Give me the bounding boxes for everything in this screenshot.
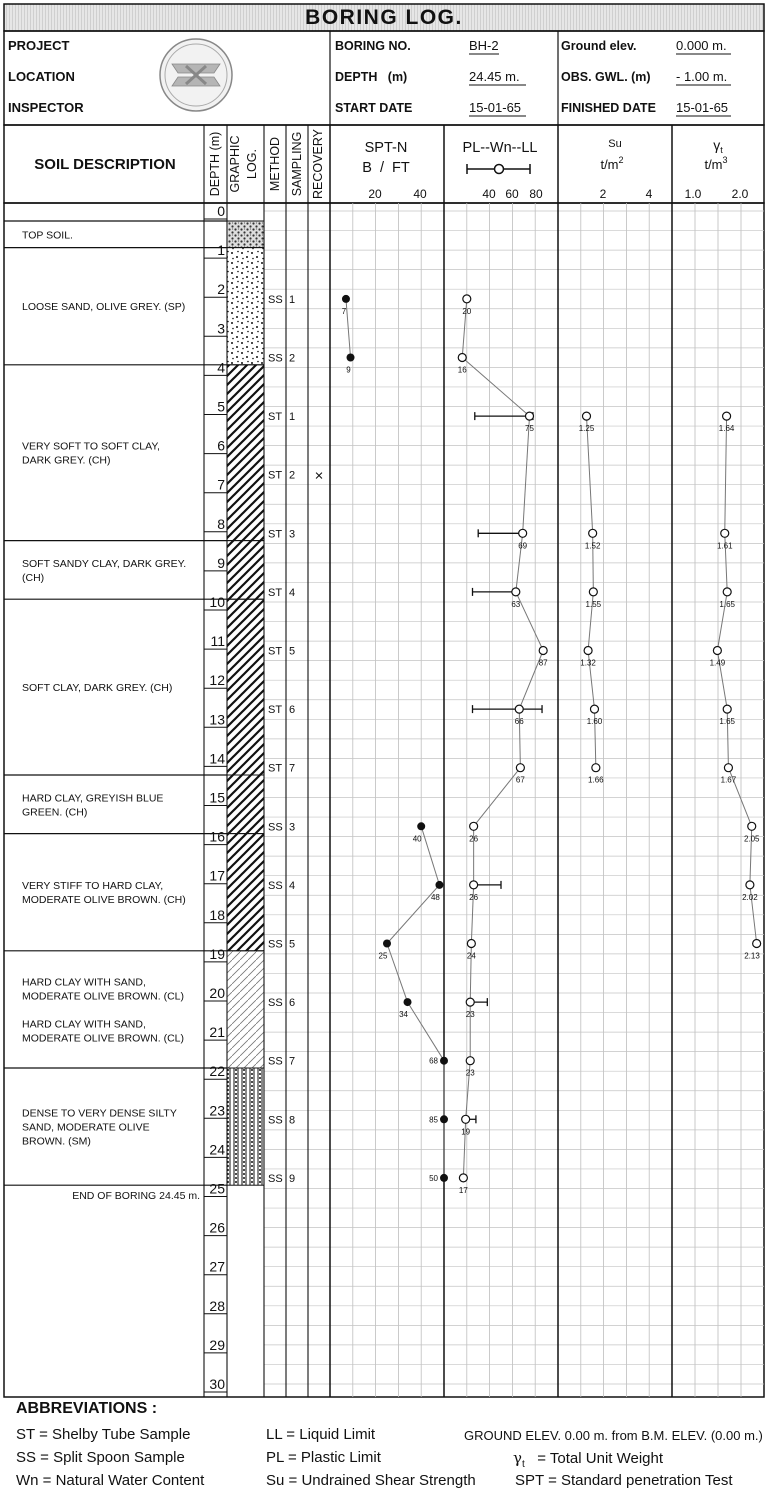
spt-point bbox=[435, 881, 443, 889]
wn-point-label: 20 bbox=[462, 306, 472, 316]
depth-tick-label: 4 bbox=[217, 359, 225, 376]
wn-point bbox=[462, 1115, 470, 1123]
abbr-pl: PL = Plastic Limit bbox=[266, 1449, 381, 1466]
layer-description: HARD CLAY WITH SAND, bbox=[22, 976, 146, 989]
gamma-point bbox=[746, 881, 754, 889]
location-label: LOCATION bbox=[8, 69, 75, 84]
pl-tick-80: 80 bbox=[529, 187, 543, 201]
sample-number: 2 bbox=[289, 352, 296, 365]
abbr-ground-elev: GROUND ELEV. 0.00 m. from B.M. ELEV. (0.00 m.) bbox=[464, 1428, 763, 1443]
su-point-label: 1.52 bbox=[584, 541, 601, 551]
layer-pattern-siltysand bbox=[227, 1068, 264, 1185]
sample-method: SS bbox=[268, 1114, 283, 1127]
wn-point bbox=[466, 1057, 474, 1065]
graphic-header-2: LOG. bbox=[245, 149, 259, 179]
sample-number: 4 bbox=[289, 586, 296, 599]
wn-point bbox=[526, 412, 534, 420]
gamma-point-label: 2.02 bbox=[742, 892, 758, 902]
sample-number: 9 bbox=[289, 1172, 296, 1185]
depth-header: DEPTH (m) bbox=[208, 131, 222, 197]
su-tick-4: 4 bbox=[645, 187, 653, 201]
wn-point-label: 67 bbox=[515, 775, 525, 785]
end-of-boring-label: END OF BORING 24.45 m. bbox=[72, 1190, 200, 1203]
sample-method: ST bbox=[268, 528, 283, 541]
sample-method: SS bbox=[268, 938, 283, 951]
depth-tick-label: 2 bbox=[217, 281, 225, 298]
layer-pattern-clay bbox=[227, 775, 264, 834]
sample-method: ST bbox=[268, 762, 283, 775]
obs-gwl-label: OBS. GWL. (m) bbox=[561, 70, 651, 84]
spt-point bbox=[347, 354, 355, 362]
spt-point-label: 85 bbox=[429, 1115, 438, 1125]
log-grid bbox=[4, 125, 764, 1397]
gamma-unit: $t/m^3$ bbox=[704, 155, 728, 172]
layer-pattern-claysand bbox=[227, 951, 264, 1068]
spt-point-label: 68 bbox=[429, 1056, 438, 1066]
su-unit: $t/m^2$ bbox=[600, 155, 624, 172]
spt-point-label: 50 bbox=[429, 1173, 438, 1183]
depth-tick-label: 24 bbox=[209, 1141, 225, 1158]
wn-series-segment bbox=[523, 416, 530, 533]
su-tick-2: 2 bbox=[599, 187, 607, 201]
sample-method: SS bbox=[268, 293, 283, 306]
su-series-segment bbox=[587, 416, 593, 533]
layer-description: SAND, MODERATE OLIVE bbox=[22, 1121, 150, 1134]
layer-description: SOFT SANDY CLAY, DARK GREY. bbox=[22, 557, 187, 570]
sample-method: SS bbox=[268, 997, 283, 1010]
layer-pattern-clay bbox=[227, 541, 264, 600]
depth-tick-label: 29 bbox=[209, 1336, 225, 1353]
su-point bbox=[589, 529, 597, 537]
wn-point-label: 24 bbox=[466, 951, 476, 961]
depth-tick-label: 13 bbox=[209, 711, 225, 728]
pl-tick-60: 60 bbox=[505, 187, 519, 201]
depth-tick-label: 8 bbox=[217, 515, 225, 532]
su-point bbox=[583, 412, 591, 420]
sample-method: ST bbox=[268, 411, 283, 424]
obs-gwl-value: - 1.00 m. bbox=[676, 69, 728, 84]
sample-number: 1 bbox=[289, 411, 296, 424]
depth-tick-label: 3 bbox=[217, 320, 225, 337]
wn-point-label: 19 bbox=[461, 1127, 471, 1137]
depth-tick-label: 16 bbox=[209, 828, 225, 845]
su-point-label: 1.25 bbox=[578, 424, 595, 434]
gamma-point bbox=[753, 940, 761, 948]
gamma-point bbox=[723, 705, 731, 713]
spt-series-segment bbox=[421, 826, 439, 885]
sample-method: ST bbox=[268, 586, 283, 599]
start-date-label: START DATE bbox=[335, 101, 413, 115]
wn-series-segment bbox=[474, 768, 521, 827]
wn-point bbox=[463, 295, 471, 303]
wn-point bbox=[515, 705, 523, 713]
boring-no-value: BH-2 bbox=[469, 38, 499, 53]
wn-point-label: 26 bbox=[469, 834, 479, 844]
sample-method: ST bbox=[268, 704, 283, 717]
depth-tick-label: 25 bbox=[209, 1180, 225, 1197]
layer-description: GREEN. (CH) bbox=[22, 806, 88, 819]
sample-number: 7 bbox=[289, 1055, 296, 1068]
depth-tick-label: 5 bbox=[217, 398, 225, 415]
sample-number: 1 bbox=[289, 293, 296, 306]
wn-point bbox=[539, 647, 547, 655]
layer-pattern-sand bbox=[227, 248, 264, 365]
spt-point-label: 7 bbox=[341, 306, 347, 316]
depth-tick-label: 22 bbox=[209, 1063, 225, 1080]
depth-tick-label: 20 bbox=[209, 985, 225, 1001]
depth-tick-label: 9 bbox=[217, 554, 225, 571]
abbr-st: ST = Shelby Tube Sample bbox=[16, 1426, 191, 1443]
gamma-point-label: 2.05 bbox=[743, 834, 760, 844]
pl-wn-ll-legend-icon bbox=[467, 164, 530, 174]
wn-point bbox=[466, 998, 474, 1006]
gamma-point bbox=[723, 588, 731, 596]
pl-title: PL--Wn--LL bbox=[462, 140, 538, 156]
sample-method: SS bbox=[268, 1172, 283, 1185]
abbr-su: Su = Undrained Shear Strength bbox=[266, 1472, 476, 1489]
company-logo bbox=[160, 39, 232, 111]
layer-description: DARK GREY. (CH) bbox=[22, 454, 111, 467]
inspector-label: INSPECTOR bbox=[8, 100, 84, 115]
spt-point bbox=[342, 295, 350, 303]
sample-method: SS bbox=[268, 352, 283, 365]
layer-pattern-clay bbox=[227, 599, 264, 775]
sample-number: 3 bbox=[289, 821, 296, 834]
depth-tick-label: 6 bbox=[217, 437, 225, 454]
wn-point bbox=[458, 354, 466, 362]
boring-no-label: BORING NO. bbox=[335, 39, 411, 53]
gamma-tick-1: 1.0 bbox=[684, 187, 702, 201]
abbreviations-title: ABBREVIATIONS : bbox=[16, 1400, 158, 1417]
depth-tick-label: 15 bbox=[209, 789, 225, 806]
start-date-value: 15-01-65 bbox=[469, 100, 522, 115]
su-point-label: 1.66 bbox=[588, 775, 604, 785]
finished-date-value: 15-01-65 bbox=[676, 100, 729, 115]
depth-tick-label: 11 bbox=[210, 633, 225, 650]
method-header: METHOD bbox=[268, 136, 282, 192]
sample-method: ST bbox=[268, 645, 283, 658]
column-headers bbox=[4, 125, 764, 203]
gamma-point-label: 1.49 bbox=[709, 658, 726, 668]
depth-tick-label: 26 bbox=[209, 1219, 225, 1236]
wn-point bbox=[519, 529, 527, 537]
layer-description: VERY STIFF TO HARD CLAY, bbox=[22, 880, 164, 893]
layer-description: DENSE TO VERY DENSE SILTY bbox=[22, 1107, 177, 1120]
gamma-point bbox=[724, 764, 732, 772]
wn-point bbox=[470, 881, 478, 889]
spt-tick-20: 20 bbox=[368, 187, 382, 201]
recovery-mark: × bbox=[314, 467, 324, 485]
abbr-spt: SPT = Standard penetration Test bbox=[515, 1472, 733, 1489]
depth-tick-label: 0 bbox=[217, 203, 225, 219]
gamma-point bbox=[748, 822, 756, 830]
gamma-point-label: 1.65 bbox=[719, 717, 735, 727]
depth-tick-label: 27 bbox=[209, 1258, 225, 1275]
page-title: BORING LOG. bbox=[305, 6, 463, 29]
depth-tick-label: 23 bbox=[209, 1102, 225, 1119]
spt-point-label: 40 bbox=[412, 834, 422, 844]
gamma-series-segment bbox=[725, 416, 727, 533]
sample-number: 4 bbox=[289, 879, 296, 892]
layer-description: BROWN. (SM) bbox=[22, 1135, 91, 1148]
wn-point-label: 63 bbox=[511, 599, 521, 609]
sample-number: 6 bbox=[289, 997, 296, 1010]
spt-tick-40: 40 bbox=[413, 187, 427, 201]
header-block bbox=[4, 31, 764, 125]
spt-point-label: 48 bbox=[430, 892, 440, 902]
depth-tick-label: 21 bbox=[209, 1024, 225, 1041]
gamma-subscript: t bbox=[521, 1459, 525, 1470]
layer-description: VERY SOFT TO SOFT CLAY, bbox=[22, 440, 160, 453]
gamma-point bbox=[721, 529, 729, 537]
su-title: Su bbox=[608, 138, 622, 150]
depth-tick-label: 7 bbox=[217, 476, 225, 493]
wn-point-label: 23 bbox=[465, 1010, 475, 1020]
depth-tick-label: 14 bbox=[209, 750, 225, 767]
wn-point-label: 23 bbox=[465, 1068, 475, 1078]
wn-point-label: 87 bbox=[538, 658, 548, 668]
gamma-tick-2: 2.0 bbox=[731, 187, 749, 201]
layer-description: TOP SOIL. bbox=[22, 229, 73, 242]
su-point-label: 1.60 bbox=[586, 717, 603, 727]
project-label: PROJECT bbox=[8, 38, 70, 53]
test-result-charts bbox=[342, 295, 761, 1195]
sample-number: 7 bbox=[289, 762, 296, 775]
sample-method: SS bbox=[268, 879, 283, 892]
spt-point-label: 34 bbox=[399, 1010, 408, 1020]
wn-point-label: 16 bbox=[457, 365, 467, 375]
finished-date-label: FINISHED DATE bbox=[561, 101, 656, 115]
layer-description: SOFT CLAY, DARK GREY. (CH) bbox=[22, 682, 173, 695]
wn-point bbox=[512, 588, 520, 596]
gamma-symbol: γ bbox=[513, 1449, 522, 1467]
layer-description: MODERATE OLIVE BROWN. (CL) bbox=[22, 990, 184, 1003]
sample-number: 3 bbox=[289, 528, 296, 541]
abbreviations-panel bbox=[6, 1398, 766, 1496]
spt-point-label: 25 bbox=[378, 951, 388, 961]
sample-number: 5 bbox=[289, 645, 296, 658]
pl-tick-40: 40 bbox=[482, 187, 496, 201]
depth-value: 24.45 m. bbox=[469, 69, 520, 84]
depth-tick-label: 28 bbox=[209, 1297, 225, 1314]
abbr-ll: LL = Liquid Limit bbox=[266, 1426, 376, 1443]
depth-tick-label: 12 bbox=[209, 672, 225, 689]
layer-description: LOOSE SAND, OLIVE GREY. (SP) bbox=[22, 301, 186, 314]
depth-tick-label: 18 bbox=[209, 906, 225, 923]
spt-point-label: 9 bbox=[346, 365, 351, 375]
gamma-title: $\gamma_t$ bbox=[713, 137, 723, 155]
soil-layers bbox=[4, 221, 264, 1202]
su-point bbox=[592, 764, 600, 772]
wn-point-label: 75 bbox=[525, 424, 534, 434]
layer-pattern-clay bbox=[227, 365, 264, 541]
layer-description: MODERATE OLIVE BROWN. (CH) bbox=[22, 894, 186, 907]
gamma-point-label: 1.67 bbox=[720, 775, 737, 785]
sample-method: SS bbox=[268, 1055, 283, 1068]
layer-pattern-topsoil bbox=[227, 221, 264, 248]
graphic-header-1: GRAPHIC bbox=[228, 135, 242, 193]
wn-point bbox=[470, 822, 478, 830]
depth-tick-label: 19 bbox=[209, 945, 225, 962]
sample-column bbox=[268, 294, 323, 1185]
spt-point bbox=[383, 940, 391, 948]
su-point bbox=[589, 588, 597, 596]
depth-tick-label: 30 bbox=[209, 1376, 225, 1392]
depth-tick-label: 10 bbox=[209, 594, 225, 610]
wn-point bbox=[516, 764, 524, 772]
su-point-label: 1.55 bbox=[585, 599, 602, 609]
abbr-gamma bbox=[513, 1449, 663, 1470]
gamma-text: = Total Unit Weight bbox=[537, 1450, 664, 1467]
gamma-point-label: 1.64 bbox=[718, 424, 735, 434]
layer-description: MODERATE OLIVE BROWN. (CL) bbox=[22, 1032, 184, 1045]
wn-point-label: 17 bbox=[458, 1185, 468, 1195]
recovery-header: RECOVERY bbox=[311, 129, 325, 199]
soil-description-header: SOIL DESCRIPTION bbox=[34, 156, 176, 173]
depth-tick-label: 17 bbox=[209, 867, 225, 884]
sample-number: 2 bbox=[289, 469, 296, 482]
layer-description: (CH) bbox=[22, 571, 45, 584]
spt-point bbox=[404, 998, 412, 1006]
wn-point bbox=[467, 940, 475, 948]
spt-unit: B / FT bbox=[362, 160, 410, 176]
sample-number: 8 bbox=[289, 1114, 296, 1127]
layer-description: HARD CLAY WITH SAND, bbox=[22, 1018, 146, 1031]
spt-point bbox=[440, 1115, 448, 1123]
gamma-point bbox=[723, 412, 731, 420]
wn-point-label: 66 bbox=[514, 717, 524, 727]
abbr-wn: Wn = Natural Water Content bbox=[16, 1472, 205, 1489]
spt-title: SPT-N bbox=[364, 140, 408, 156]
sampling-header: SAMPLING bbox=[290, 131, 304, 197]
sample-number: 5 bbox=[289, 938, 296, 951]
gamma-point bbox=[713, 647, 721, 655]
gamma-point-label: 1.65 bbox=[719, 599, 735, 609]
wn-point bbox=[459, 1174, 467, 1182]
spt-point bbox=[440, 1174, 448, 1182]
layer-description: HARD CLAY, GREYISH BLUE bbox=[22, 792, 164, 805]
sample-method: SS bbox=[268, 821, 283, 834]
spt-point bbox=[440, 1057, 448, 1065]
depth-label: DEPTH (m) bbox=[335, 70, 408, 84]
sample-number: 6 bbox=[289, 704, 296, 717]
ground-elev-value: 0.000 m. bbox=[676, 38, 727, 53]
sample-method: ST bbox=[268, 469, 283, 482]
abbr-ss: SS = Split Spoon Sample bbox=[16, 1449, 185, 1466]
gamma-point-label: 1.61 bbox=[716, 541, 733, 551]
su-point-label: 1.32 bbox=[580, 658, 596, 668]
su-point bbox=[584, 647, 592, 655]
spt-point bbox=[417, 822, 425, 830]
su-point bbox=[590, 705, 598, 713]
gamma-point-label: 2.13 bbox=[744, 951, 760, 961]
layer-pattern-clay bbox=[227, 834, 264, 951]
wn-point-label: 69 bbox=[518, 541, 528, 551]
wn-point-label: 26 bbox=[469, 892, 479, 902]
ground-elev-label: Ground elev. bbox=[561, 39, 637, 53]
depth-tick-label: 1 bbox=[217, 242, 225, 259]
